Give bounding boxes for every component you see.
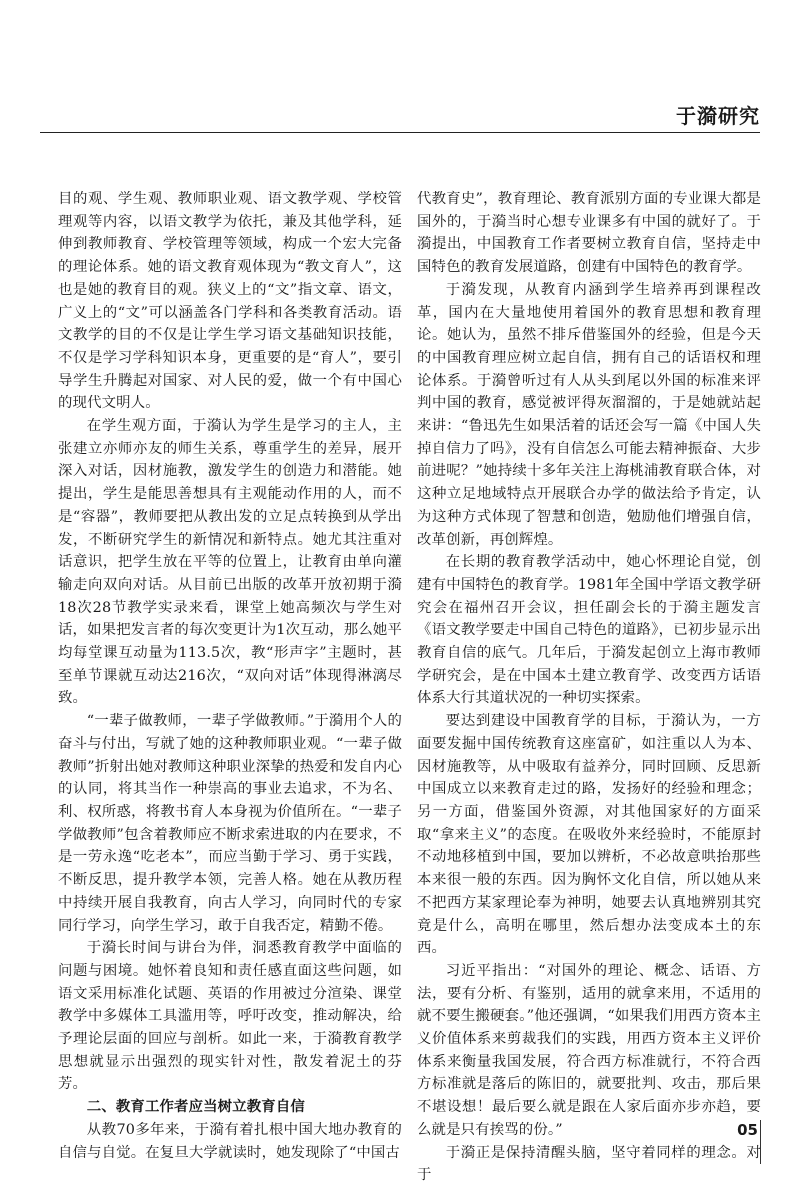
paragraph-education-confidence: 从教70多年来，于漪有着扎根中国大地办教育的自信与自觉。在复旦大学就读时，她发现除了“中国古 [58,1121,402,1161]
paragraph-quote: 习近平指出：“对国外的理论、概念、话语、方法，要有分析、有鉴别，适用的就拿来用，不适用的就不要生搬硬套。”他还强调，“如果我们用西方资本主义价值体系来剪裁我们的实践，用西方资本主义评价体系来衡量我国发展，符合西方标准就行，不符合西方标准就是落后的陈旧的，就要批判、攻击，那后果不堪设想！最后要么就是跟在人家后面亦步亦趋，要么就是只有挨骂的份。” [417,962,761,1138]
section-title: 于漪研究 [676,104,760,128]
paragraph-theory-awareness: 在长期的教育教学活动中，她心怀理论自觉，创建有中国特色的教育学。1981年全国中学语文教学研究会在福州召开会议，担任副会长的于漪主题发言《语文教学要走中国自己特色的道路》，已初步显示出教育自信的底气。几年后，于漪发起创立上海市教师学研究会，是在中国本土建立教育学、改变西方话语体系大行其道状况的一种切实探索。 [417,554,761,707]
header-divider [40,132,760,133]
paragraph-real-problems: 于漪长时间与讲台为伴，洞悉教育教学中面临的问题与困境。她怀着良知和责任感直面这些问题，如语文采用标准化试题、英语的作用被过分渲染、课堂教学中多媒体工具滥用等，呼吁改变，推动解决，给予理论层面的回应与剖析。如此一来，于漪教育教学思想就显示出强烈的现实针对性，散发着泥土的芬芳。 [58,940,402,1093]
paragraph-closing: 于漪正是保持清醒头脑，坚守着同样的理念。对于 [417,1144,761,1184]
paragraph-discovery: 于漪发现，从教育内涵到学生培养再到课程改革，国内在大量地使用着国外的教育思想和教育理论。她认为，虽然不排斥借鉴国外的经验，但是今天的中国教育理应树立起自信，拥有自己的话语权和理论体系。于漪曾听过有人从头到尾以外国的标准来评判中国的教育，感觉被评得灰溜溜的，于是她就站起来讲：“鲁迅先生如果活着的话还会写一篇《中国人失掉自信力了吗》，没有自信怎么可能去精神振奋、大步前进呢？”她持续十多年关注上海桃浦教育联合体，对这种立足地域特点开展联合办学的做法给予肯定，认为这种方式体现了智慧和创造，勉励他们增强自信，改革创新，再创辉煌。 [417,281,761,548]
section-heading: 二、教育工作者应当树立教育自信 [86,1099,305,1116]
paragraph-teacher-career-view: “一辈子做教师，一辈子学做教师。”于漪用个人的奋斗与付出，写就了她的这种教师职业观。“一辈子做教师”折射出她对教师这种职业深挚的热爱和发自内心的认同，将其当作一种崇高的事业去追求，不为名、利、权所惑，将教书育人本身视为价值所在。“一辈子学做教师”包含着教师应不断求索进取的内在要求，不是一劳永逸“吃老本”，而应当勤于学习、勇于实践，不断反思，提升教学本领，完善人格。她在从教历程中持续开展自我教育，向古人学习，向同时代的专家同行学习，向学生学习，敢于自我否定，精勤不倦。 [58,713,402,934]
paragraph-goal: 要达到建设中国教育学的目标，于漪认为，一方面要发掘中国传统教育这座富矿，如注重以人为本、因材施教等，从中吸取有益养分，同时回顾、反思新中国成立以来教育走过的路，发扬好的经验和理念；另一方面，借鉴国外资源，对其他国家好的方面采取“拿来主义”的态度。在吸收外来经验时，不能原封不动地移植到中国，要加以辨析，不必故意哄抬那些本来很一般的东西。因为胸怀文化自信，所以她从来不把西方某家理论奉为神明，她要去认真地辨别其究竟是什么，高明在哪里，然后想办法变成本土的东西。 [417,713,761,957]
page-number-divider [760,1120,761,1164]
paragraph-continued: 代教育史”，教育理论、教育派别方面的专业课大都是国外的，于漪当时心想专业课多有中国的就好了。于漪提出，中国教育工作者要树立教育自信，坚持走中国特色的教育发展道路，创建有中国特色的教育学。 [417,191,761,276]
page-number: 05 [737,1121,758,1139]
paragraph-student-view: 在学生观方面，于漪认为学生是学习的主人，主张建立亦师亦友的师生关系，尊重学生的差异，展开深入对话，因材施教，激发学生的创造力和潜能。她提出，学生是能思善想具有主观能动作用的人，而不是“容器”，教师要把从教出发的立足点转换到从学出发，不断研究学生的新情况和新特点。她尤其注重对话意识，把学生放在平等的位置上，让教育由单向灌输走向双向对话。从目前已出版的改革开放初期于漪18次28节教学实录来看，课堂上她高频次与学生对话，如果把发言者的每次变更计为1次互动，那么她平均每堂课互动量为113.5次，教“形声字”主题时，甚至单节课就互动达216次，“双向对话”体现得淋漓尽致。 [58,418,402,707]
right-column [417,188,761,1187]
paragraph-continued: 目的观、学生观、教师职业观、语文教学观、学校管理观等内容，以语文教学为依托，兼及其他学科，延伸到教师教育、学校管理等领域，构成一个宏大完备的理论体系。她的语文教育观体现为“教文育人”，这也是她的教育目的观。狭义上的“文”指文章、语文，广义上的“文”可以涵盖各门学科和各类教育活动。语文教学的目的不仅是让学生学习语文基础知识技能，不仅是学习学科知识本身，更重要的是“育人”，要引导学生升腾起对国家、对人民的爱，做一个有中国心的现代文明人。 [58,191,402,412]
left-column [58,188,402,1164]
